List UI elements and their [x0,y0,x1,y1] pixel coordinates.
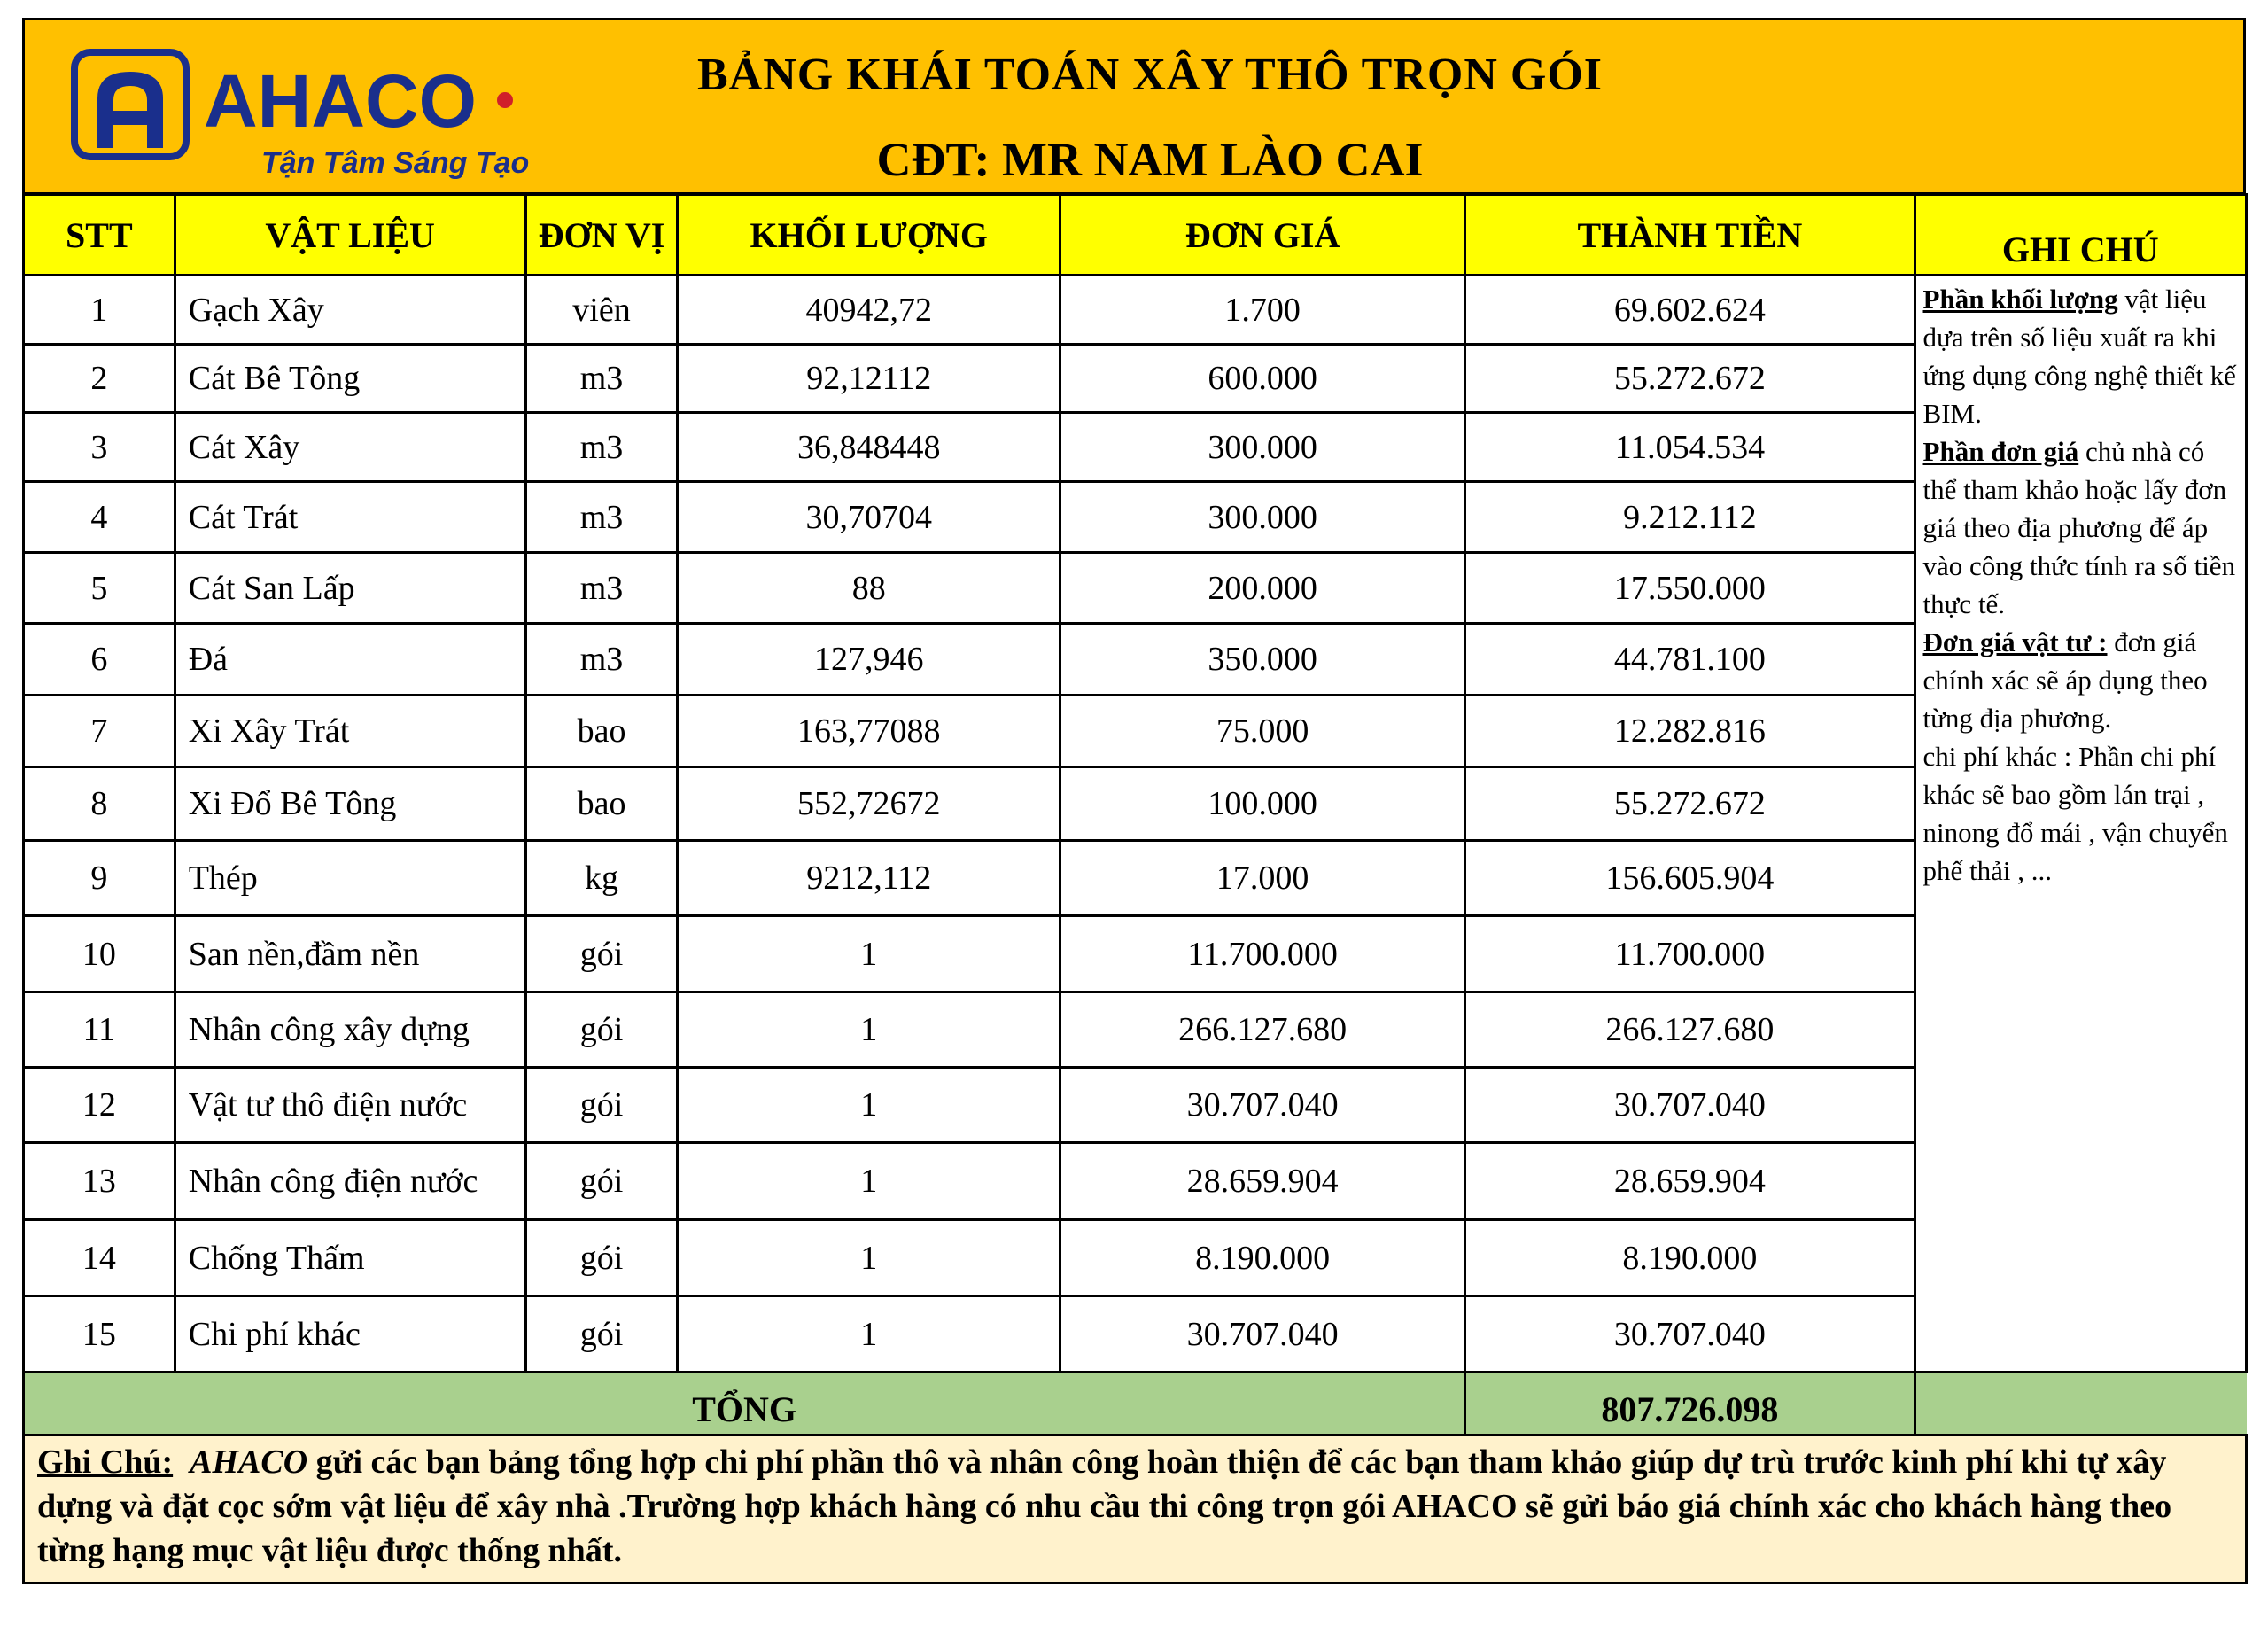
cell-material: Đá [175,624,525,696]
cell-quantity: 88 [678,553,1060,624]
cell-quantity: 1 [678,992,1060,1068]
cell-material: Chống Thấm [175,1220,525,1296]
estimate-sheet [22,18,2248,1608]
cell-material: Gạch Xây [175,276,525,345]
logo-wordmark: AHACO [204,59,477,143]
note-label-price: Phần đơn giá [1922,436,2079,467]
cell-quantity: 1 [678,1068,1060,1143]
total-amount: 807.726.098 [1465,1373,1915,1446]
cell-material: Vật tư thô điện nước [175,1068,525,1143]
cell-stt: 8 [24,767,175,841]
cell-stt: 13 [24,1143,175,1220]
note-label-quantity: Phần khối lượng [1922,284,2118,315]
cell-material: Chi phí khác [175,1296,525,1373]
logo-dot-icon [497,92,513,108]
table-row [24,696,2247,767]
cell-material: Cát Xây [175,413,525,482]
table-row [24,482,2247,553]
cell-unit: bao [525,696,678,767]
cell-quantity: 36,848448 [678,413,1060,482]
cell-material: Xi Xây Trát [175,696,525,767]
cell-unit: gói [525,1143,678,1220]
cell-amount: 12.282.816 [1465,696,1915,767]
cell-unit: gói [525,992,678,1068]
cell-amount: 156.605.904 [1465,841,1915,916]
cell-unit-price: 28.659.904 [1060,1143,1465,1220]
cell-material: San nền,đầm nền [175,916,525,992]
table-row [24,413,2247,482]
header-band [22,18,2246,195]
col-material: VẬT LIỆU [175,195,525,276]
cell-stt: 4 [24,482,175,553]
cell-stt: 14 [24,1220,175,1296]
table-row [24,916,2247,992]
cell-stt: 1 [24,276,175,345]
cell-stt: 10 [24,916,175,992]
cell-unit: gói [525,1296,678,1373]
cell-stt: 2 [24,345,175,413]
cell-unit: gói [525,1068,678,1143]
cell-material: Cát San Lấp [175,553,525,624]
cell-material: Cát Bê Tông [175,345,525,413]
cell-material: Nhân công điện nước [175,1143,525,1220]
logo-frame-icon [74,52,186,157]
cell-unit-price: 266.127.680 [1060,992,1465,1068]
cell-unit: m3 [525,413,678,482]
total-label: TỔNG [24,1373,1465,1446]
cell-amount: 44.781.100 [1465,624,1915,696]
cell-amount: 30.707.040 [1465,1296,1915,1373]
col-quantity: KHỐI LƯỢNG [678,195,1060,276]
col-unit-price: ĐƠN GIÁ [1060,195,1465,276]
footer-text: gửi các bạn bảng tổng hợp chi phí phần thô và nhân công hoàn thiện để các bạn tham khảo giúp dự trù trước kinh phí khi tự xây dựng và đặt cọc sớm vật liệu để xây nhà .Trường hợp khách hàng có nhu cầu thi công trọn gói AHACO sẽ gửi báo giá chính xác cho khách hàng theo từng hạng mục vật liệu được thống nhất. [37,1443,2172,1569]
cell-stt: 9 [24,841,175,916]
cell-unit: gói [525,916,678,992]
cell-unit: m3 [525,482,678,553]
table-row [24,276,2247,345]
col-note: GHI CHÚ [1915,195,2246,276]
cell-unit-price: 300.000 [1060,413,1465,482]
cell-amount: 17.550.000 [1465,553,1915,624]
cell-unit: m3 [525,553,678,624]
cell-amount: 55.272.672 [1465,345,1915,413]
cell-quantity: 92,12112 [678,345,1060,413]
note-text-quantity: vật liệu dựa trên số liệu xuất ra khi ứng dụng công nghệ thiết kế BIM. [1922,284,2236,429]
cell-material: Xi Đổ Bê Tông [175,767,525,841]
cell-unit-price: 300.000 [1060,482,1465,553]
cell-unit-price: 11.700.000 [1060,916,1465,992]
cell-quantity: 30,70704 [678,482,1060,553]
cell-quantity: 1 [678,1143,1060,1220]
logo-slogan: Tận Tâm Sáng Tạo [261,146,530,180]
cell-unit-price: 600.000 [1060,345,1465,413]
table-row [24,1143,2247,1220]
cell-stt: 7 [24,696,175,767]
cell-unit-price: 1.700 [1060,276,1465,345]
cell-unit: viên [525,276,678,345]
ahaco-logo [71,49,585,186]
cell-amount: 28.659.904 [1465,1143,1915,1220]
cell-stt: 11 [24,992,175,1068]
table-row [24,624,2247,696]
note-panel [1915,276,2246,1373]
cell-unit-price: 75.000 [1060,696,1465,767]
cell-amount: 11.054.534 [1465,413,1915,482]
table-row [24,345,2247,413]
cell-unit: m3 [525,624,678,696]
note-text-other: chi phí khác : Phần chi phí khác sẽ bao gồm lán trại , ninong đổ mái , vận chuyển phế thải , ... [1922,741,2228,886]
col-amount: THÀNH TIỀN [1465,195,1915,276]
cell-material: Thép [175,841,525,916]
page-subtitle: CĐT: MR NAM LÀO CAI [876,133,1424,186]
cell-amount: 11.700.000 [1465,916,1915,992]
note-text-material-price: đơn giá chính xác sẽ áp dụng theo từng địa phương. [1922,626,2208,734]
cell-unit: bao [525,767,678,841]
cell-quantity: 163,77088 [678,696,1060,767]
cell-stt: 15 [24,1296,175,1373]
cell-quantity: 552,72672 [678,767,1060,841]
cell-amount: 55.272.672 [1465,767,1915,841]
cell-unit-price: 350.000 [1060,624,1465,696]
cell-quantity: 9212,112 [678,841,1060,916]
cell-stt: 5 [24,553,175,624]
page-title: BẢNG KHÁI TOÁN XÂY THÔ TRỌN GÓI [696,50,1604,100]
cell-unit: gói [525,1220,678,1296]
cell-unit-price: 30.707.040 [1060,1296,1465,1373]
cell-stt: 3 [24,413,175,482]
cell-quantity: 1 [678,1220,1060,1296]
note-text-price: chủ nhà có thể tham khảo hoặc lấy đơn giá theo địa phương để áp vào công thức tính ra số tiền thực tế. [1922,436,2236,619]
cell-amount: 69.602.624 [1465,276,1915,345]
cell-unit-price: 30.707.040 [1060,1068,1465,1143]
footer-label: Ghi Chú: [37,1443,174,1481]
table-row [24,1068,2247,1143]
cell-quantity: 1 [678,1296,1060,1373]
footer-brand: AHACO [190,1443,308,1481]
footer-note [22,1434,2248,1584]
table-row [24,553,2247,624]
cell-quantity: 127,946 [678,624,1060,696]
table-row [24,1296,2247,1373]
cell-unit-price: 8.190.000 [1060,1220,1465,1296]
col-stt: STT [24,195,175,276]
cell-material: Nhân công xây dựng [175,992,525,1068]
cell-material: Cát Trát [175,482,525,553]
cell-unit: m3 [525,345,678,413]
cell-unit: kg [525,841,678,916]
col-unit: ĐƠN VỊ [525,195,678,276]
note-label-material-price: Đơn giá vật tư : [1922,626,2108,657]
cell-quantity: 1 [678,916,1060,992]
estimate-table [22,193,2248,1447]
table-row [24,992,2247,1068]
table-row [24,767,2247,841]
cell-amount: 266.127.680 [1465,992,1915,1068]
cell-quantity: 40942,72 [678,276,1060,345]
cell-amount: 30.707.040 [1465,1068,1915,1143]
cell-unit-price: 100.000 [1060,767,1465,841]
table-row [24,1220,2247,1296]
table-row [24,841,2247,916]
cell-amount: 8.190.000 [1465,1220,1915,1296]
cell-amount: 9.212.112 [1465,482,1915,553]
cell-stt: 6 [24,624,175,696]
cell-unit-price: 200.000 [1060,553,1465,624]
cell-unit-price: 17.000 [1060,841,1465,916]
cell-stt: 12 [24,1068,175,1143]
